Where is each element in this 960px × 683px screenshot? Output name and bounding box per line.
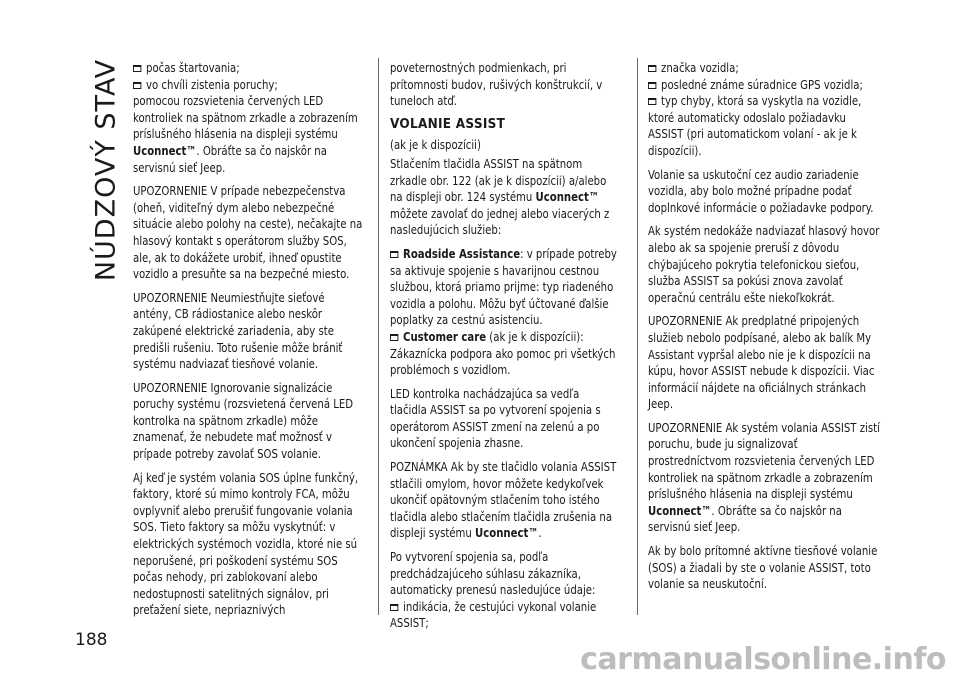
bullet-icon <box>648 82 656 89</box>
list-item-text: indikácia, že cestujúci vykonal volanie ASSIST; <box>390 599 597 631</box>
paragraph: Aj keď je systém volania SOS úplne funkčný, faktory, ktoré sú mimo kontroly FCA, môžu ovplyvniť alebo prerušiť fungovanie volania SOS. Tieto faktory sa môžu vyskytnúť: v elektrických systémoch vozidla, ktoré nie sú neporušené, pri poškodení systému SOS počas nehody, pri zablokovaní alebo nedostupnosti satelitných signálov, pri preťažení siete, nepriaznivých <box>133 470 359 618</box>
bullet-icon <box>648 98 656 105</box>
list-item-text: vo chvíli zistenia poruchy; <box>146 77 278 92</box>
bullet-icon <box>133 82 141 89</box>
paragraph <box>390 156 618 239</box>
list-item <box>648 93 881 159</box>
bullet-icon <box>390 251 398 258</box>
bullet-icon <box>133 65 141 72</box>
list-item <box>390 599 618 632</box>
page-number: 188 <box>75 630 108 650</box>
section-heading: VOLANIE ASSIST <box>390 116 506 132</box>
paragraph-text: môžete zavolať do jednej alebo viacerých z nasledujúcich služieb: <box>390 206 610 238</box>
note-paragraph <box>390 459 618 542</box>
list-item <box>648 77 881 94</box>
paragraph: Ak systém nedokáže nadviazať hlasový hovor alebo ak sa spojenie preruší z dôvodu chýbajúceho pokrytia telefonickou sieťou, služba ASSIST sa pokúsi znova zavolať operačnú centrálu ešte niekoľkokrát. <box>648 224 880 305</box>
column-1 <box>133 60 366 626</box>
list-item-text: (ak je k dispozícii): Zákaznícka podpora ako pomoc pri všetkých problémoch s vozidlom. <box>390 329 616 378</box>
paragraph: LED kontrolka nachádzajúca sa vedľa tlačidla ASSIST sa po vytvorení spojenia s operátorom ASSIST zmení na zelenú a po ukončení spojenia zhasne. <box>390 386 601 451</box>
availability-note: (ak je k dispozícii) <box>390 138 481 153</box>
list-item-text: : v prípade potreby sa aktivuje spojenie s havarijnou cestnou službou, ktorá priamo prijme: typ riadeného vozidla a polohu. Môžu byť účtované ďalšie poplatky za cestnú asistenciu. <box>390 246 617 328</box>
paragraph-text: . <box>538 526 542 541</box>
paragraph: Volanie sa uskutoční cez audio zariadenie vozidla, aby bolo možné prípadne podať doplnkové informácie o požiadavke podpory. <box>648 167 874 215</box>
paragraph-text: . Obráťte sa čo najskôr na servisnú sieť Jeep. <box>648 503 842 535</box>
column-divider-1 <box>378 58 379 615</box>
list-item <box>390 246 618 329</box>
brand-name: Uconnect™ <box>535 190 599 205</box>
warning-paragraph: UPOZORNENIE Ignorovanie signalizácie poruchy systému (rozsvietená červená LED kontrolka na spätnom zrkadle) môže znamenať, že nebudete mať možnosť v prípade potreby zavolať SOS volanie. <box>133 380 354 462</box>
paragraph: Po vytvorení spojenia sa, podľa predchádzajúceho súhlasu zákazníka, automaticky prenesú nasledujúce údaje: <box>390 550 596 598</box>
brand-name: Uconnect™ <box>475 526 539 541</box>
warning-paragraph <box>648 420 881 536</box>
brand-name: Uconnect™ <box>648 503 712 518</box>
column-2 <box>390 60 618 632</box>
paragraph-text: POZNÁMKA Ak by ste tlačidlo volania ASSIST stlačili omylom, hovor môžete kedykoľvek ukončiť opätovným stlačením toho istého tlačidla alebo stlačením tlačidla zrušenia na displeji systému <box>390 460 617 541</box>
list-item-text: počas štartovania; <box>146 61 240 75</box>
list-item-text: posledné známe súradnice GPS vozidla; <box>661 77 863 92</box>
watermark: carmanualsonline.info <box>580 642 946 677</box>
column-divider-2 <box>637 58 638 615</box>
service-name: Roadside Assistance <box>403 246 521 261</box>
paragraph-text: UPOZORNENIE Ak systém volania ASSIST zistí poruchu, bude ju signalizovať prostredníctvom rozsvietenia červených LED kontroliek na spätnom zrkadle a zobrazením príslušného hlásenia na displeji systému <box>648 420 880 502</box>
paragraph-text: . Obráťte sa čo najskôr na servisnú sieť Jeep. <box>133 143 327 175</box>
paragraph: poveternostných podmienkach, pri prítomnosti budov, rušivých konštrukcií, v tuneloch atď. <box>390 61 603 109</box>
paragraph <box>133 93 366 176</box>
bullet-icon <box>648 65 656 72</box>
paragraph-text: pomocou rozsvietenia červených LED kontroliek na spätnom zrkadle a zobrazením príslušného hlásenia na displeji systému <box>133 94 358 142</box>
bullet-icon <box>390 604 398 611</box>
paragraph: Ak by bolo prítomné aktívne tiesňové volanie (SOS) a žiadali by ste o volanie ASSIST, toto volanie sa neuskutoční. <box>648 544 878 592</box>
warning-paragraph: UPOZORNENIE V prípade nebezpečenstva (oheň, viditeľný dym alebo nebezpečné situácie alebo polohy na ceste), nečakajte na hlasový kontakt s operátorom služby SOS, ale, ak to dokážete urobiť, ihneď opustite vozidlo a presuňte sa na bezpečné miesto. <box>133 184 363 282</box>
paragraph-text: Stlačením tlačidla ASSIST na spätnom zrkadle obr. 122 (ak je k dispozícii) a/alebo na displeji obr. 124 systému <box>390 156 607 205</box>
warning-paragraph: UPOZORNENIE Neumiestňujte sieťové antény, CB rádiostanice alebo neskôr zakúpené elektrické zariadenia, aby ste predišli rušeniu. Toto rušenie môže brániť systému nadviazať tiesňové volanie. <box>133 290 343 372</box>
list-item <box>390 329 618 379</box>
list-item <box>133 77 366 94</box>
service-name: Customer care <box>403 329 487 344</box>
warning-paragraph: UPOZORNENIE Ak predplatné pripojených služieb nebolo podpísané, alebo ak balík My Assistant vypršal alebo nie je k dispozícii na kúpu, hovor ASSIST nebude k dispozícii. Viac informácií nájdete na oficiálnych stránkach Jeep. <box>648 314 875 412</box>
list-item <box>133 60 366 77</box>
list-item-text: typ chyby, ktorá sa vyskytla na vozidle, ktoré automaticky odoslalo požiadavku ASSIST (pri automatickom volaní - ak je k dispozícii). <box>648 94 862 158</box>
brand-name: Uconnect™ <box>133 143 197 158</box>
list-item-text: značka vozidla; <box>661 61 739 75</box>
list-item <box>648 60 881 77</box>
column-3 <box>648 60 881 600</box>
bullet-icon <box>390 334 398 341</box>
section-title: NÚDZOVÝ STAV <box>90 58 122 282</box>
